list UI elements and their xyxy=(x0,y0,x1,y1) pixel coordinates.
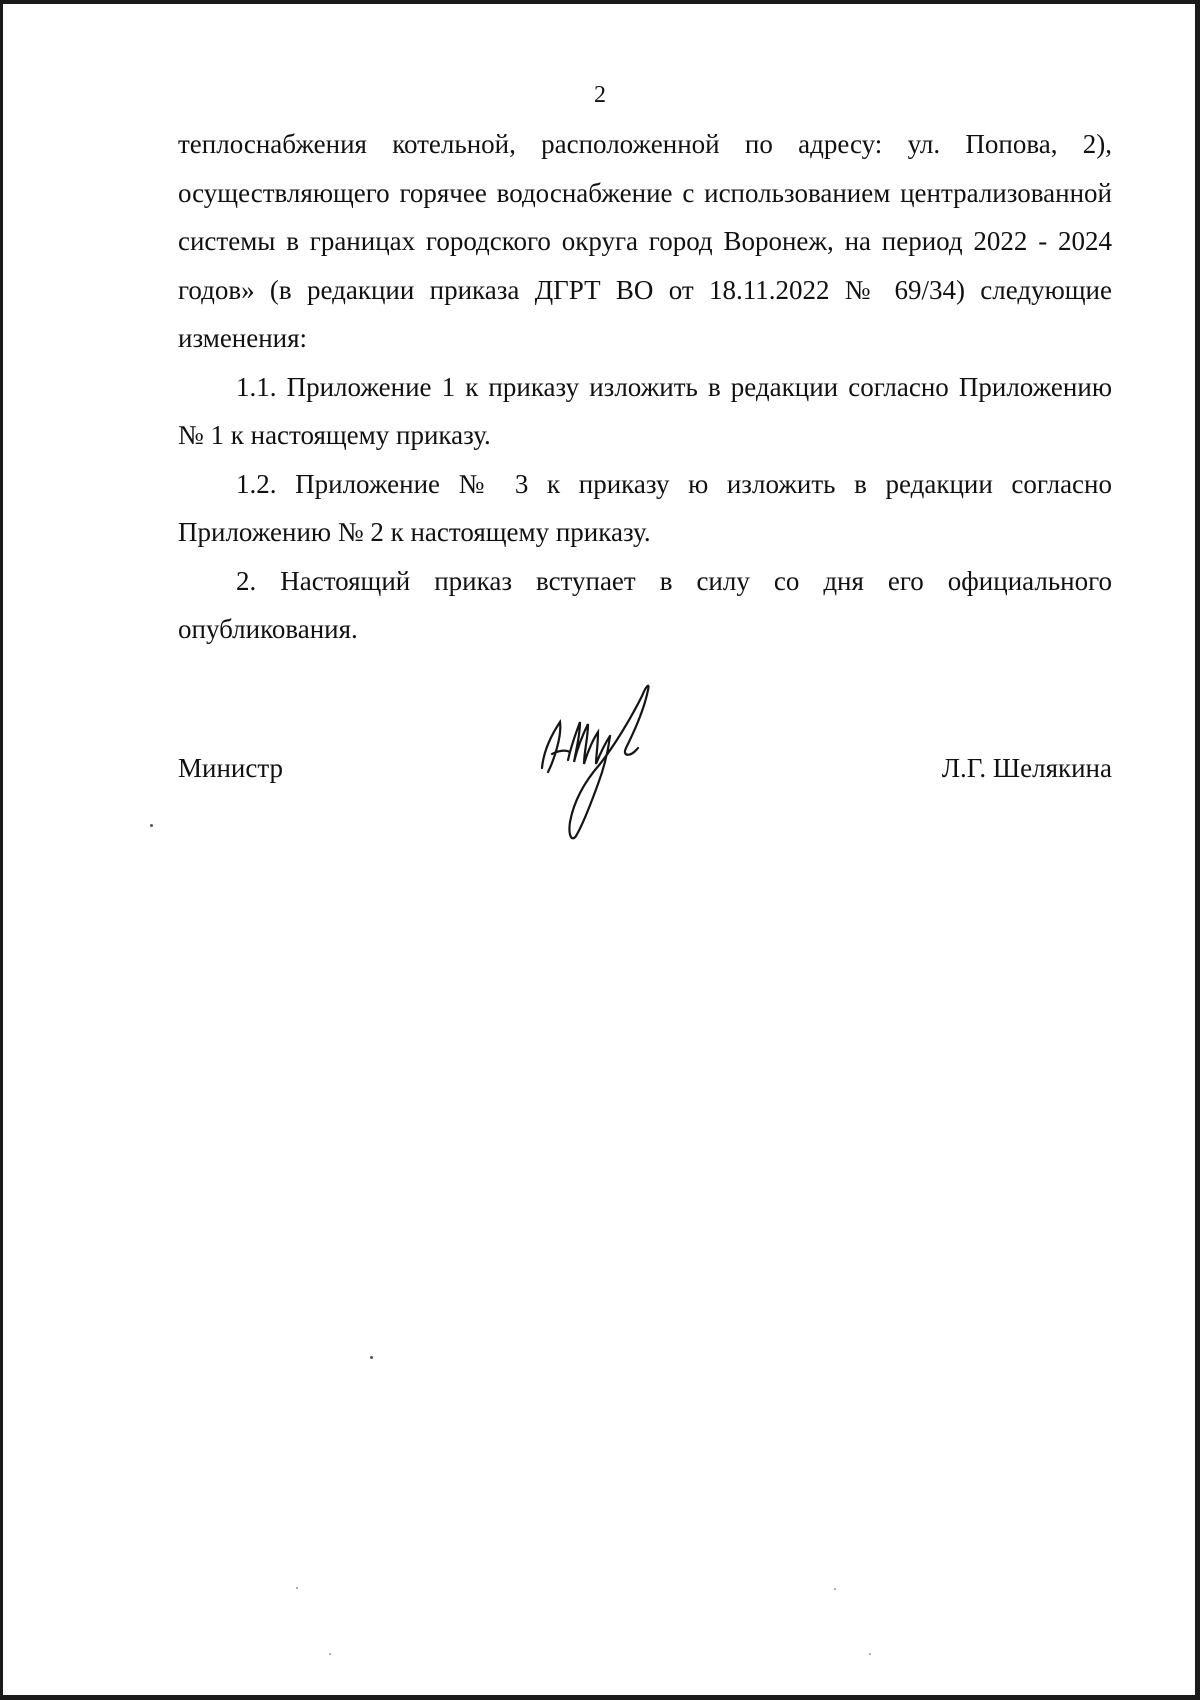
handwritten-signature xyxy=(530,676,670,846)
document-body xyxy=(178,120,1112,654)
paragraph-continuation: теплоснабжения котельной, расположенной по адресу: ул. Попова, 2), осуществляющего горячее водоснабжение с использованием централизованной системы в границах городского округа город Воронеж, на период 2022 - 2024 годов» (в редакции приказа ДГРТ ВО от 18.11.2022 № 69/34) следующие изменения: xyxy=(178,129,1112,353)
paragraph-item-1-1: 1.1. Приложение 1 к приказу изложить в редакции согласно Приложению № 1 к настоящему приказу. xyxy=(178,371,1112,450)
scan-speck xyxy=(296,1587,298,1589)
paragraph-item-2: 2. Настоящий приказ вступает в силу со дня его официального опубликования. xyxy=(178,565,1112,644)
scan-speck xyxy=(834,1588,836,1590)
paragraph-item-1-2: 1.2. Приложение № 3 к приказу ю изложить в редакции согласно Приложению № 2 к настоящему приказу. xyxy=(178,468,1112,547)
scan-speck xyxy=(869,1653,871,1655)
scan-speck xyxy=(370,1356,373,1359)
page-number: 2 xyxy=(594,82,606,108)
signer-name: Л.Г. Шелякина xyxy=(941,753,1112,783)
signer-position: Министр xyxy=(178,753,283,783)
scan-speck xyxy=(150,824,153,827)
scan-speck xyxy=(329,1653,331,1655)
